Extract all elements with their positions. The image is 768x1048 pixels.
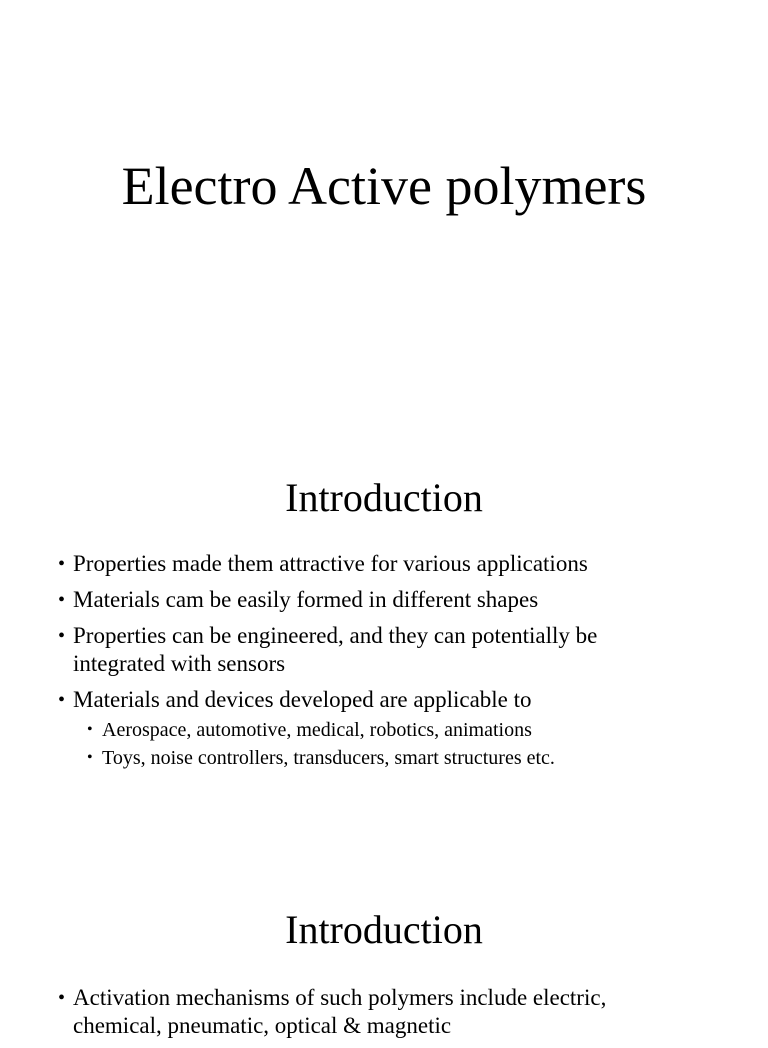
slide-3-bullet-list (58, 984, 748, 1048)
bullet-item: • Activation mechanisms of such polymers include electric, chemical, pneumatic, optical & magnetic (58, 984, 693, 1040)
sub-bullet-item: • Aerospace, automotive, medical, robotics, animations (58, 718, 748, 742)
bullet-item: • Properties made them attractive for various applications (58, 550, 748, 578)
bullet-item: • Materials and devices developed are applicable to (58, 686, 748, 714)
bullet-item: • Materials cam be easily formed in different shapes (58, 586, 748, 614)
slide-2-title: Introduction (285, 475, 483, 520)
bullet-item: • Properties can be engineered, and they can potentially be integrated with sensors (58, 622, 673, 678)
slide-3-title: Introduction (285, 907, 483, 952)
sub-bullet-item: • Toys, noise controllers, transducers, smart structures etc. (58, 746, 748, 770)
slide-1-title: Electro Active polymers (121, 156, 647, 216)
